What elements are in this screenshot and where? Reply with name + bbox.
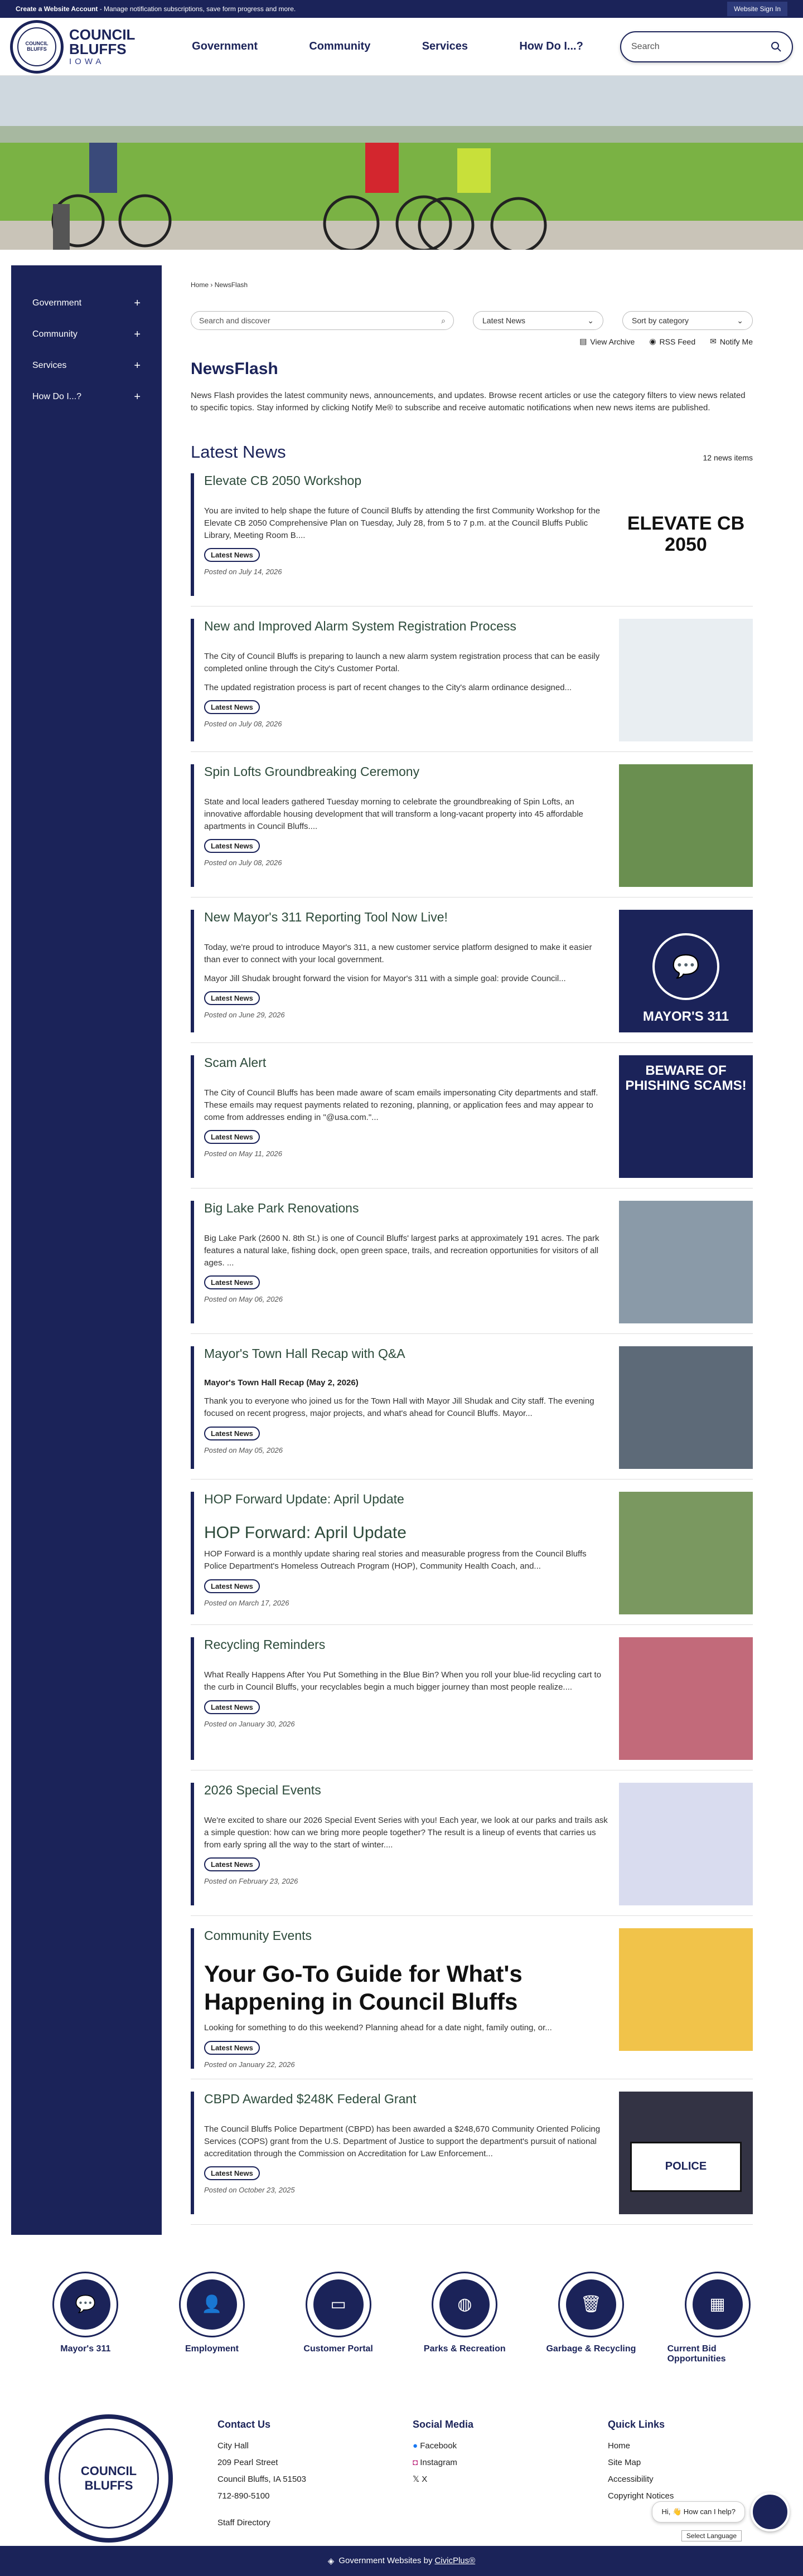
sidebar-item-how-do-i[interactable]: How Do I...? + <box>32 390 141 403</box>
news-item-title[interactable]: New and Improved Alarm System Registration Process <box>204 618 516 633</box>
site-search-input[interactable] <box>620 31 793 62</box>
news-item-date: Posted on July 14, 2026 <box>204 567 282 576</box>
news-item-title[interactable]: Mayor's Town Hall Recap with Q&A <box>204 1346 405 1361</box>
news-item-title[interactable]: Scam Alert <box>204 1055 267 1070</box>
news-count: 12 news items <box>703 453 753 462</box>
news-filters <box>191 311 753 330</box>
latest-news-heading: Latest News <box>191 442 286 462</box>
document-icon: ▦ <box>693 2279 743 2330</box>
staff-directory-link[interactable]: Staff Directory <box>217 2517 270 2528</box>
news-item-description: Today, we're proud to introduce Mayor's 311, a new customer service platform designed to make it easier than ever to connect with your local government. <box>204 943 592 964</box>
news-item-title[interactable]: Community Events <box>204 1928 312 1943</box>
news-item-date: Posted on October 23, 2025 <box>204 2186 295 2195</box>
news-item-image[interactable] <box>619 1637 753 1760</box>
news-item-date: Posted on January 22, 2026 <box>204 2060 295 2069</box>
news-item-category-tag[interactable]: Latest News <box>204 2166 260 2180</box>
news-item <box>191 1344 753 1479</box>
news-item-image[interactable] <box>619 1201 753 1323</box>
news-item-description: You are invited to help shape the future of Council Bluffs by attending the first Community Workshop for the Elevate CB 2050 Comprehensive Plan on Tuesday, July 28, from 5 to 7 p.m. at the Council Bluffs Public Library, Meeting Room B.... <box>204 506 601 540</box>
quicklink-employment[interactable]: 👤 Employment <box>162 2272 262 2364</box>
news-item <box>191 617 753 752</box>
news-item-image[interactable] <box>619 1492 753 1614</box>
trash-icon: 🗑 <box>566 2279 616 2330</box>
archive-icon: ▤ <box>579 337 587 346</box>
news-item <box>191 1199 753 1334</box>
card-icon: ▭ <box>313 2279 364 2330</box>
sidebar-nav <box>11 265 162 2235</box>
news-item <box>191 1635 753 1770</box>
news-item-date: Posted on May 06, 2026 <box>204 1295 283 1304</box>
footer-city-seal-icon: COUNCIL BLUFFS <box>45 2414 173 2543</box>
news-item <box>191 1490 753 1625</box>
chevron-down-icon: ⌄ <box>737 316 743 325</box>
sidebar-item-services[interactable]: Services + <box>32 359 141 372</box>
news-item <box>191 762 753 898</box>
view-archive-link[interactable]: ▤ View Archive <box>579 337 635 346</box>
quicklink-mayors-311[interactable]: 💬 Mayor's 311 <box>35 2272 136 2364</box>
category-select[interactable]: Latest News ⌄ <box>473 311 603 330</box>
quicklink-garbage-recycling[interactable]: 🗑 Garbage & Recycling <box>541 2272 641 2364</box>
search-placeholder: Search <box>631 41 660 51</box>
news-item-image[interactable] <box>619 1346 753 1469</box>
top-notification-bar <box>0 0 803 18</box>
nav-community[interactable]: Community <box>309 40 371 52</box>
news-item-image[interactable] <box>619 1783 753 1905</box>
news-search-input[interactable]: Search and discover ⌕ <box>191 311 454 330</box>
news-item <box>191 1926 753 2079</box>
news-item-category-tag[interactable]: Latest News <box>204 1130 260 1144</box>
logo-line1: COUNCIL <box>69 26 136 43</box>
news-item-subtitle: Mayor's Town Hall Recap (May 2, 2026) <box>204 1378 359 1388</box>
news-item-image[interactable]: 💬 MAYOR'S 311 <box>619 910 753 1032</box>
chat-bubble-icon: 💬 <box>60 2279 110 2330</box>
news-item-image[interactable]: POLICE <box>619 2092 753 2214</box>
news-item-category-tag[interactable]: Latest News <box>204 839 260 853</box>
search-icon[interactable] <box>771 41 782 52</box>
facebook-icon: ● <box>413 2441 418 2451</box>
x-icon: 𝕏 <box>413 2474 420 2484</box>
breadcrumb-home[interactable]: Home <box>191 281 209 289</box>
news-item-description: HOP Forward is a monthly update sharing real stories and measurable progress from the Council Bluffs Police Department's Homeless Outreach Program (HOP), Community Health Coach, and... <box>204 1549 587 1571</box>
news-item-description: The Council Bluffs Police Department (CBPD) has been awarded a $248,670 Community Oriented Policing Services (COPS) grant from the U.S. Department of Justice to support the department's pursuit of national accreditation through the Commission on Accreditation for Law Enforcement... <box>204 2124 601 2158</box>
news-item-title[interactable]: New Mayor's 311 Reporting Tool Now Live! <box>204 909 448 924</box>
news-item-description: State and local leaders gathered Tuesday morning to celebrate the groundbreaking of Spin Lofts, an innovative affordable housing development that will transform a long-vacant property into 45 affordable apartments in Council Bluffs.... <box>204 797 583 831</box>
footer-contact: Contact Us City Hall 209 Pearl Street Council Bluffs, IA 51503 712-890-5100 Staff Directory <box>217 2414 368 2543</box>
main-nav <box>155 40 620 53</box>
news-item-category-tag[interactable]: Latest News <box>204 991 260 1005</box>
notify-me-link[interactable]: ✉ Notify Me <box>710 337 753 346</box>
news-item-image[interactable]: ELEVATE CB 2050 <box>619 473 753 596</box>
nav-how-do-i[interactable]: How Do I...? <box>519 40 583 52</box>
news-item-description: Thank you to everyone who joined us for the Town Hall with Mayor Jill Shudak and City staff. The evening focused on recent progress, major projects, and what's ahead for Council Bluffs. Mayor... <box>204 1396 594 1418</box>
x-link[interactable]: 𝕏 X <box>413 2474 428 2484</box>
news-item-category-tag[interactable]: Latest News <box>204 700 260 714</box>
news-item-date: Posted on June 29, 2026 <box>204 1011 285 1020</box>
main-content <box>162 250 792 2235</box>
breadcrumb: Home › NewsFlash <box>191 281 248 289</box>
chat-greeting[interactable]: Hi, 👋 How can I help? <box>652 2501 745 2522</box>
plus-icon[interactable]: + <box>134 359 141 372</box>
news-item-image[interactable] <box>619 764 753 887</box>
news-item <box>191 1781 753 1916</box>
news-tools <box>191 337 753 346</box>
cyclists-illustration <box>0 76 803 250</box>
news-item-description: The updated registration process is part of recent changes to the City's alarm ordinance designed... <box>204 682 572 692</box>
quicklink-bid-opportunities[interactable]: ▦ Current Bid Opportunities <box>667 2272 768 2364</box>
page-title: NewsFlash <box>191 360 278 378</box>
search-icon[interactable]: ⌕ <box>441 316 446 325</box>
news-item-description: What Really Happens After You Put Something in the Blue Bin? When you roll your blue-lid recycling cart to the curb in Council Bluffs, your recyclables begin a much bigger journey than most people realize.... <box>204 1670 602 1692</box>
news-item-category-tag[interactable]: Latest News <box>204 1275 260 1289</box>
city-logo[interactable] <box>10 20 155 74</box>
quicklink-parks-recreation[interactable]: ◍ Parks & Recreation <box>414 2272 515 2364</box>
news-item-category-tag[interactable]: Latest News <box>204 1579 260 1593</box>
news-item-image[interactable] <box>619 1928 753 2051</box>
nav-government[interactable]: Government <box>192 40 258 52</box>
topbar-text: - Manage notification subscriptions, save form progress and more. <box>98 5 296 13</box>
basketball-icon: ◍ <box>439 2279 490 2330</box>
footer-link-accessibility[interactable]: Accessibility <box>608 2474 654 2484</box>
logo-line3: IOWA <box>69 57 105 66</box>
facebook-link[interactable]: ● Facebook <box>413 2441 457 2451</box>
news-item <box>191 908 753 1043</box>
news-item-title[interactable]: HOP Forward Update: April Update <box>204 1491 404 1506</box>
chevron-down-icon: ⌄ <box>587 316 594 325</box>
plus-icon[interactable]: + <box>134 297 141 309</box>
quicklink-customer-portal[interactable]: ▭ Customer Portal <box>288 2272 389 2364</box>
news-item-date: Posted on July 08, 2026 <box>204 858 282 867</box>
news-item-category-tag[interactable]: Latest News <box>204 1427 260 1440</box>
news-item-title[interactable]: Spin Lofts Groundbreaking Ceremony <box>204 764 420 779</box>
news-item-title[interactable]: CBPD Awarded $248K Federal Grant <box>204 2091 417 2106</box>
news-item-heading: Your Go-To Guide for What's Happening in Council Bluffs <box>204 1961 523 2015</box>
sidebar-item-community[interactable]: Community + <box>32 328 141 341</box>
logo-line2: BLUFFS <box>69 41 127 57</box>
instagram-link[interactable]: ◘ Instagram <box>413 2457 457 2467</box>
news-item <box>191 471 753 607</box>
news-item-description: The City of Council Bluffs has been made aware of scam emails impersonating City departments and staff. These emails may request payments related to rezoning, planning, or application fees and may appear to come from addresses ending in "@usa.com."... <box>204 1088 598 1122</box>
civicplus-icon: ◈ <box>327 2556 335 2566</box>
footer-social: Social Media ● Facebook ◘ Instagram 𝕏 X <box>413 2414 563 2543</box>
plus-icon[interactable]: + <box>134 328 141 341</box>
rss-icon: ◉ <box>649 337 656 346</box>
create-account-link[interactable]: Create a Website Account <box>16 5 98 13</box>
chat-avatar-icon[interactable] <box>751 2492 790 2531</box>
sort-select[interactable]: Sort by category ⌄ <box>622 311 753 330</box>
news-item-description: We're excited to share our 2026 Special Event Series with you! Each year, we look at our parks and trails ask a simple question: how can we bring more people together? The result is a lineup of events that carries us from early spring all the way to the start of winter.... <box>204 1816 608 1850</box>
footer-link-home[interactable]: Home <box>608 2441 631 2451</box>
news-item-description: Looking for something to do this weekend? Planning ahead for a date night, family outing, or... <box>204 2022 552 2032</box>
chat-widget[interactable] <box>652 2492 790 2531</box>
website-sign-in-button[interactable]: Website Sign In <box>727 2 787 16</box>
hero-banner-image <box>0 76 803 250</box>
city-seal-icon: COUNCIL BLUFFS <box>10 20 64 74</box>
news-item-title[interactable]: 2026 Special Events <box>204 1782 321 1797</box>
breadcrumb-current: NewsFlash <box>214 281 248 289</box>
news-item-description: Big Lake Park (2600 N. 8th St.) is one of Council Bluffs' largest parks at approximately 191 acres. The park features a natural lake, fishing dock, open green space, trails, and recreation opportunities for visitors of all ages. ... <box>204 1234 599 1268</box>
news-item-image[interactable] <box>619 619 753 741</box>
news-item-date: Posted on March 17, 2026 <box>204 1598 289 1607</box>
language-select[interactable]: Select Language <box>681 2530 742 2541</box>
news-item-title[interactable]: Big Lake Park Renovations <box>204 1200 359 1215</box>
plus-icon[interactable]: + <box>134 390 141 403</box>
envelope-icon: ✉ <box>710 337 717 346</box>
news-item <box>191 1053 753 1188</box>
news-item-title[interactable]: Recycling Reminders <box>204 1637 326 1652</box>
footer-link-copyright[interactable]: Copyright Notices <box>608 2491 674 2501</box>
news-item-heading: HOP Forward: April Update <box>204 1524 407 1542</box>
site-header <box>0 18 803 76</box>
nav-services[interactable]: Services <box>422 40 468 52</box>
bottom-credit-bar: ◈ Government Websites by CivicPlus® <box>0 2546 803 2576</box>
instagram-icon: ◘ <box>413 2457 418 2467</box>
news-item-date: Posted on May 05, 2026 <box>204 1445 283 1454</box>
news-item-date: Posted on July 08, 2026 <box>204 720 282 729</box>
news-item <box>191 2089 753 2225</box>
sidebar-item-government[interactable]: Government + <box>32 297 141 309</box>
rss-feed-link[interactable]: ◉ RSS Feed <box>649 337 696 346</box>
news-item-category-tag[interactable]: Latest News <box>204 548 260 562</box>
news-item-category-tag[interactable]: Latest News <box>204 1700 260 1714</box>
civicplus-link[interactable]: CivicPlus® <box>434 2556 476 2566</box>
news-item-image[interactable]: BEWARE OF PHISHING SCAMS! <box>619 1055 753 1178</box>
news-item-category-tag[interactable]: Latest News <box>204 2041 260 2055</box>
page-intro: News Flash provides the latest community news, announcements, and updates. Browse recent articles or use the category filters to view news related to specific topics. Stay informed by clicking Notify Me® to subscribe and receive automatic notifications when new news items are published. <box>191 391 746 413</box>
news-item-date: Posted on May 11, 2026 <box>204 1149 282 1158</box>
person-icon: 👤 <box>187 2279 237 2330</box>
news-item-description: Mayor Jill Shudak brought forward the vision for Mayor's 311 with a simple goal: provide Council... <box>204 973 566 983</box>
news-item-title[interactable]: Elevate CB 2050 Workshop <box>204 473 362 488</box>
news-item-description: The City of Council Bluffs is preparing to launch a new alarm system registration process that can be easily completed online through the City's Customer Portal. <box>204 652 600 673</box>
quick-links-bar <box>0 2235 803 2392</box>
news-item-date: Posted on February 23, 2026 <box>204 1877 298 1886</box>
footer-quick-links: Quick Links Home Site Map Accessibility Copyright Notices <box>608 2414 758 2543</box>
news-item-date: Posted on January 30, 2026 <box>204 1719 295 1728</box>
news-item-category-tag[interactable]: Latest News <box>204 1857 260 1871</box>
chat-bubble-icon: 💬 <box>652 933 719 1000</box>
footer-link-site-map[interactable]: Site Map <box>608 2457 641 2467</box>
